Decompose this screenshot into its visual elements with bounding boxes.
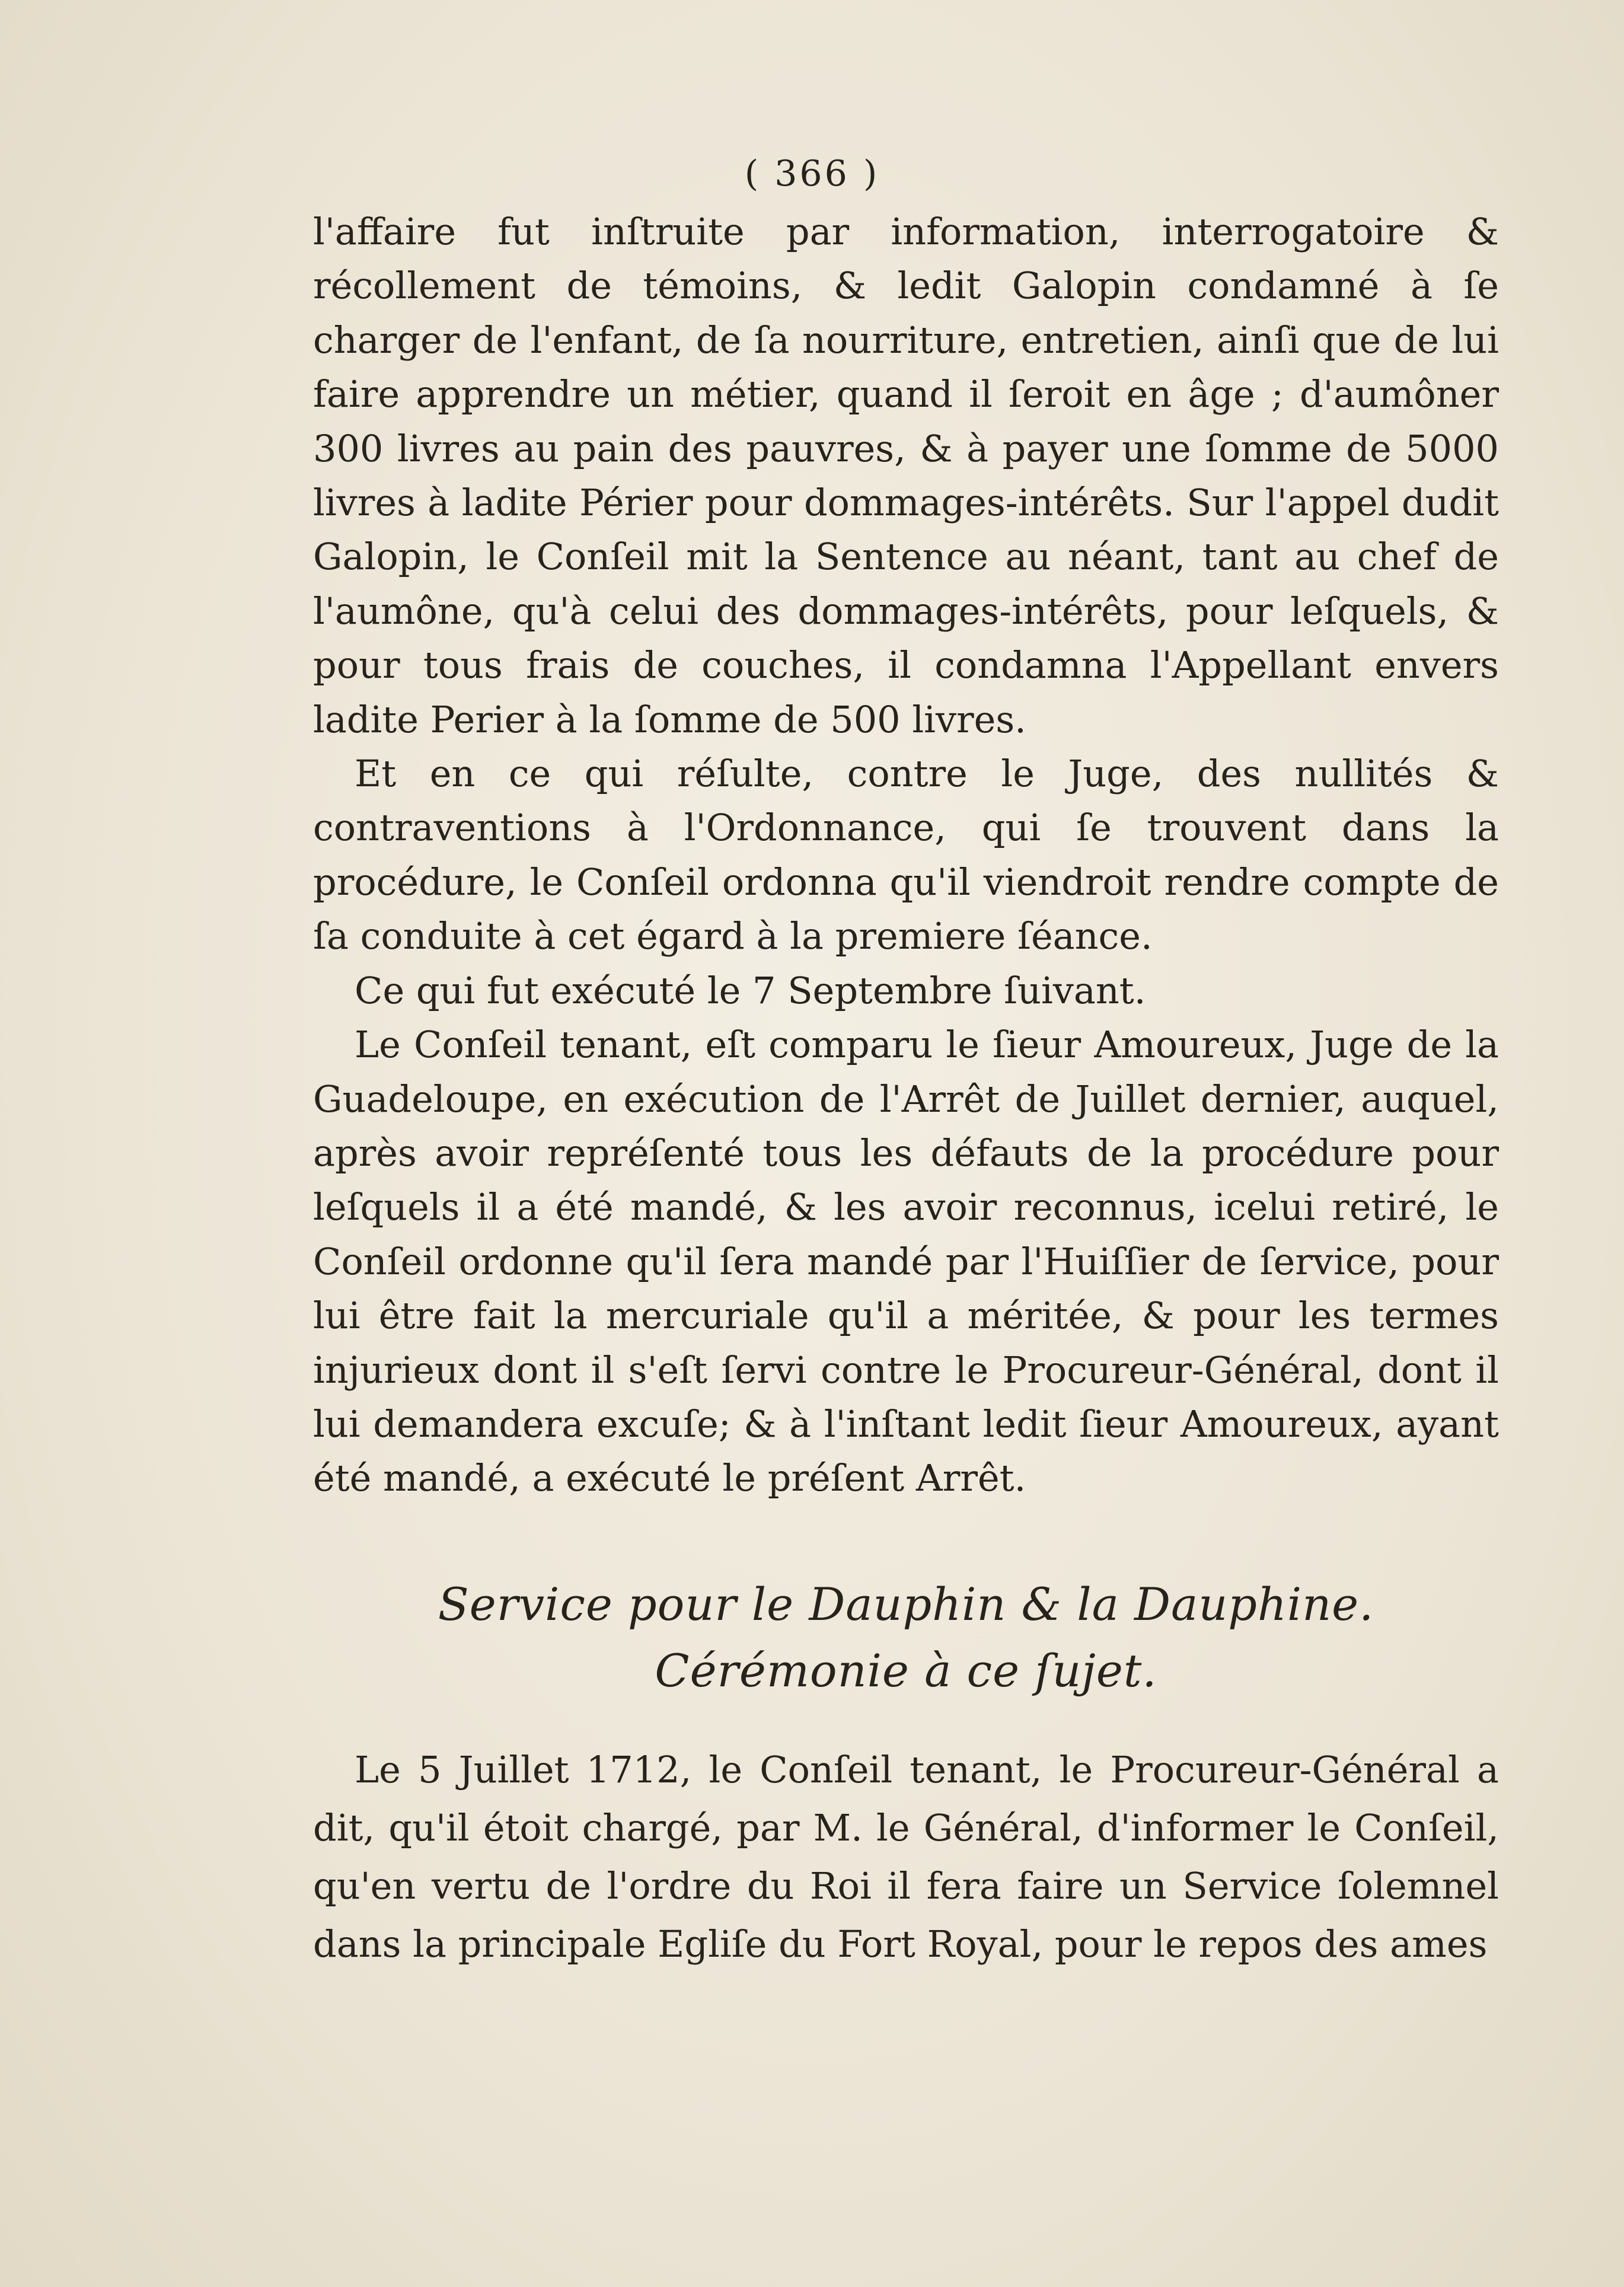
paragraph: l'affaire fut inſtruite par information, interrogatoire & récollement de témoins, & ledit Galopin condamné à ſe charger de l'enfant, de ſa nourriture, entretien, ainſi que de lui faire apprendre un métier, quand il ſeroit en âge ; d'aumôner 300 livres au pain des pauvres, & à payer une ſomme de 5000 livres à ladite Périer pour dommages-intérêts. Sur l'appel dudit Galopin, le Conſeil mit la Sentence au néant, tant au chef de l'aumône, qu'à celui des dommages-intérêts, pour leſquels, & pour tous frais de couches, il condamna l'Appellant envers ladite Perier à la ſomme de 500 livres. [313, 210, 1499, 741]
paragraph: Le Conſeil tenant, eſt comparu le ſieur Amoureux, Juge de la Guadeloupe, en exécution de l'Arrêt de Juillet dernier, auquel, après avoir repréſenté tous les défauts de la procédure pour leſquels il a été mandé, & les avoir reconnus, icelui retiré, le Conſeil ordonne qu'il ſera mandé par l'Huiſſier de ſervice, pour lui être fait la mercuriale qu'il a méritée, & pour les termes injurieux dont il s'eſt ſervi contre le Procureur-Général, dont il lui demandera excuſe; & à l'inſtant ledit ſieur Amoureux, ayant été mandé, a exécuté le préſent Arrêt. [313, 1023, 1499, 1500]
section-heading: Service pour le Dauphin & la Dauphine. Cérémonie à ce ſujet. [438, 1578, 1374, 1697]
body-text [313, 205, 1499, 1505]
paragraph: Et en ce qui réſulte, contre le Juge, des nullités & contraventions à l'Ordonnance, qui ſe trouvent dans la procédure, le Conſeil ordonna qu'il viendroit rendre compte de ſa conduite à cet égard à la premiere ſéance. [313, 752, 1499, 958]
page-number: ( 366 ) [744, 153, 880, 194]
body-text-2 [313, 1741, 1499, 1973]
paragraph: Ce qui fut exécuté le 7 Septembre ſuivant. [355, 968, 1146, 1012]
paragraph: Le 5 Juillet 1712, le Conſeil tenant, le Procureur-Général a dit, qu'il étoit chargé, par M. le Général, d'informer le Conſeil, qu'en vertu de l'ordre du Roi il fera faire un Service ſolemnel dans la principale Egliſe du Fort Royal, pour le repos des ames [313, 1748, 1499, 1966]
